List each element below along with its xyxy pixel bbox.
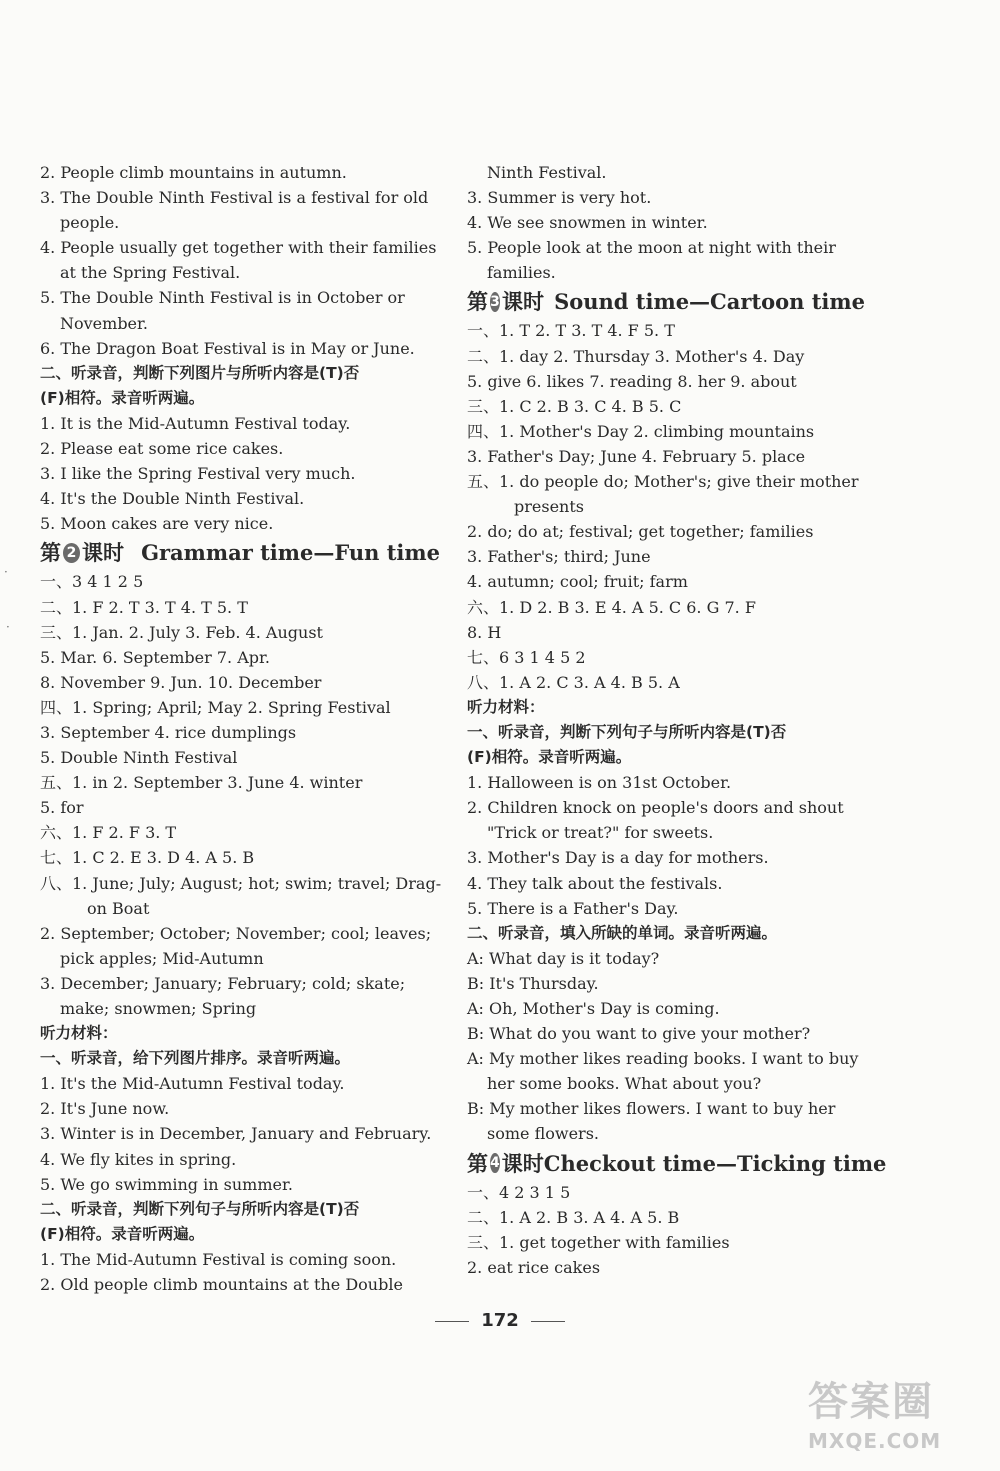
lesson-heading [40, 539, 440, 566]
text-line: 5. give 6. likes 7. reading 8. her 9. about [467, 371, 797, 391]
watermark-logo [808, 1370, 988, 1465]
margin-mark: · [6, 620, 10, 634]
footer-dash-right [531, 1321, 565, 1322]
text-line: 2. do; do at; festival; get together; families [467, 522, 814, 542]
page-footer [0, 1310, 1000, 1331]
text-line: A: Oh, Mother's Day is coming. [467, 999, 720, 1018]
margin-mark: · [4, 565, 8, 579]
text-line: her some books. What about you? [487, 1074, 762, 1094]
text-line: 二、听录音，判断下列句子与所听内容是(T)否 [40, 1199, 360, 1218]
text-line: 4. We fly kites in spring. [40, 1149, 237, 1169]
text-line: 八、1. A 2. C 3. A 4. B 5. A [467, 672, 680, 692]
heading-lesson-label: 课时 [82, 540, 125, 566]
text-line: 1. The Mid-Autumn Festival is coming soon. [40, 1249, 397, 1269]
text-line: 4. People usually get together with their families [40, 238, 437, 258]
text-line: presents [514, 497, 584, 517]
text-line: at the Spring Festival. [60, 263, 241, 283]
heading-prefix: 第 [467, 289, 488, 315]
heading-title: Sound time—Cartoon time [554, 289, 865, 315]
text-line: 3. September 4. rice dumplings [40, 722, 297, 742]
text-line: 3. Winter is in December, January and February. [40, 1124, 432, 1144]
text-line: 2. eat rice cakes [467, 1257, 601, 1277]
text-line: 8. H [467, 622, 502, 642]
text-line: 听力材料： [467, 697, 545, 716]
text-line: on Boat [87, 898, 150, 918]
text-line: 二、1. F 2. T 3. T 4. T 5. T [40, 597, 248, 617]
text-line: 六、1. F 2. F 3. T [40, 823, 177, 843]
text-line: 2. Old people climb mountains at the Double [40, 1275, 403, 1295]
text-line: 五、1. do people do; Mother's; give their mother [467, 472, 859, 492]
text-line: 4. It's the Double Ninth Festival. [40, 489, 305, 509]
text-line: 四、1. Spring; April; May 2. Spring Festival [40, 697, 391, 717]
text-line: 3. Summer is very hot. [467, 188, 652, 208]
text-line: B: What do you want to give your mother? [467, 1024, 811, 1044]
text-line: 三、1. Jan. 2. July 3. Feb. 4. August [40, 622, 323, 642]
text-line: 2. September; October; November; cool; leaves; [40, 923, 432, 943]
watermark-url: MXQE.COM [808, 1429, 942, 1453]
text-line: some flowers. [487, 1124, 599, 1144]
text-line: A: My mother likes reading books. I want to buy [467, 1049, 859, 1069]
text-line: 4. They talk about the festivals. [467, 873, 723, 893]
text-line: 二、1. A 2. B 3. A 4. A 5. B [467, 1207, 680, 1227]
text-line: make; snowmen; Spring [60, 999, 257, 1018]
text-line: 2. Please eat some rice cakes. [40, 439, 284, 459]
text-line: people. [60, 213, 120, 233]
text-line: B: It's Thursday. [467, 973, 599, 993]
text-line: 一、4 2 3 1 5 [467, 1182, 571, 1202]
text-line: (F)相符。录音听两遍。 [40, 388, 205, 407]
text-line: 6. The Dragon Boat Festival is in May or June. [40, 338, 415, 358]
text-line: 一、1. T 2. T 3. T 4. F 5. T [467, 321, 675, 341]
footer-dash-left [435, 1321, 469, 1322]
text-line: 一、听录音，给下列图片排序。录音听两遍。 [40, 1049, 351, 1068]
text-line: Ninth Festival. [487, 163, 607, 182]
text-line: 2. Children knock on people's doors and shout [467, 798, 844, 818]
text-line: 3. December; January; February; cold; skate; [40, 973, 406, 993]
text-line: 二、听录音，填入所缺的单词。录音听两遍。 [467, 923, 778, 942]
text-line: 七、1. C 2. E 3. D 4. A 5. B [40, 848, 255, 868]
text-line: 8. November 9. Jun. 10. December [40, 672, 322, 692]
text-line: 三、1. C 2. B 3. C 4. B 5. C [467, 396, 682, 416]
heading-lesson-label: 课时 [501, 1150, 544, 1176]
text-line: 三、1. get together with families [467, 1232, 730, 1252]
lesson-number-badge: 2 [63, 543, 80, 563]
text-line: "Trick or treat?" for sweets. [487, 823, 714, 843]
left-column [40, 160, 440, 1297]
text-line: 5. People look at the moon at night with their [467, 238, 836, 258]
right-column [467, 160, 887, 1280]
text-line: 5. The Double Ninth Festival is in October or [40, 288, 405, 308]
text-line: 3. Father's Day; June 4. February 5. place [467, 446, 806, 466]
text-line: 5. Double Ninth Festival [40, 748, 238, 768]
text-line: 八、1. June; July; August; hot; swim; travel; Drag- [40, 873, 442, 893]
text-line: 六、1. D 2. B 3. E 4. A 5. C 6. G 7. F [467, 597, 756, 617]
text-line: (F)相符。录音听两遍。 [40, 1224, 205, 1243]
text-line: 5. We go swimming in summer. [40, 1174, 293, 1194]
text-line: 1. Halloween is on 31st October. [467, 773, 732, 793]
text-line: 五、1. in 2. September 3. June 4. winter [40, 773, 363, 793]
text-line: pick apples; Mid-Autumn [60, 948, 264, 968]
text-line: 3. The Double Ninth Festival is a festival for old [40, 188, 429, 208]
text-line: 二、1. day 2. Thursday 3. Mother's 4. Day [467, 346, 805, 366]
text-line: 1. It's the Mid-Autumn Festival today. [40, 1074, 345, 1094]
text-line: 2. It's June now. [40, 1099, 170, 1119]
text-line: 二、听录音，判断下列图片与所听内容是(T)否 [40, 363, 360, 382]
text-line: 七、6 3 1 4 5 2 [467, 647, 586, 667]
lesson-heading [467, 288, 865, 315]
lesson-heading [467, 1150, 887, 1177]
text-line: 1. It is the Mid-Autumn Festival today. [40, 413, 351, 433]
text-line: 4. We see snowmen in winter. [467, 213, 708, 233]
text-line: 4. autumn; cool; fruit; farm [467, 572, 688, 592]
text-line: November. [60, 313, 148, 333]
text-line: 5. Mar. 6. September 7. Apr. [40, 647, 270, 667]
heading-lesson-label: 课时 [502, 289, 545, 315]
heading-title: Grammar time—Fun time [141, 540, 440, 566]
text-line: (F)相符。录音听两遍。 [467, 748, 632, 767]
text-line: 一、听录音，判断下列句子与所听内容是(T)否 [467, 722, 787, 741]
text-line: families. [487, 263, 556, 283]
text-line: B: My mother likes flowers. I want to buy her [467, 1099, 836, 1119]
heading-title: Checkout time—Ticking time [543, 1150, 887, 1176]
text-line: 2. People climb mountains in autumn. [40, 163, 347, 182]
text-line: 5. for [40, 798, 84, 818]
lesson-number-badge: 3 [490, 293, 500, 310]
page-number: 172 [481, 1310, 519, 1331]
text-line: 5. There is a Father's Day. [467, 898, 679, 918]
lesson-number-badge: 4 [490, 1155, 500, 1172]
text-line: 听力材料： [40, 1024, 118, 1043]
watermark-text: 答案圈 [808, 1379, 934, 1425]
text-line: 一、3 4 1 2 5 [40, 572, 144, 592]
text-line: 3. Mother's Day is a day for mothers. [467, 848, 769, 868]
heading-prefix: 第 [40, 540, 61, 566]
text-line: 四、1. Mother's Day 2. climbing mountains [467, 421, 815, 441]
heading-prefix: 第 [467, 1150, 488, 1176]
text-line: 3. Father's; third; June [467, 547, 651, 567]
text-line: 3. I like the Spring Festival very much. [40, 464, 356, 484]
text-line: A: What day is it today? [467, 948, 660, 968]
text-line: 5. Moon cakes are very nice. [40, 514, 274, 534]
